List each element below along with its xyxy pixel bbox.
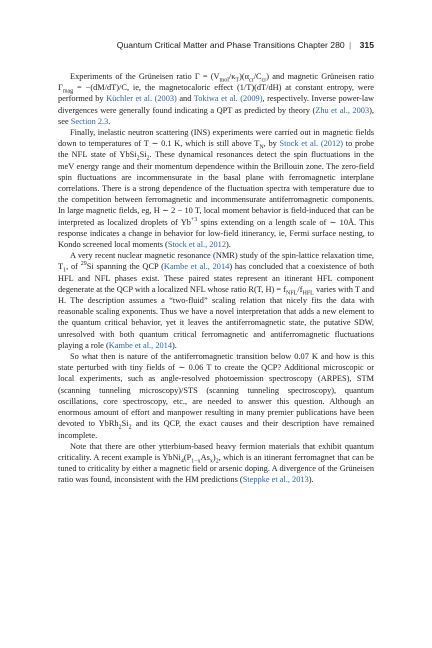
text-run: /κ: [228, 72, 236, 81]
paragraph: [58, 250, 374, 351]
text-run: ).: [226, 240, 231, 250]
script-text: 1−x: [191, 458, 201, 465]
text-run: ), see: [58, 105, 374, 126]
citation-link[interactable]: Tokiwa et al. (2009): [193, 94, 263, 104]
text-run: Experiments of the Grüneisen ratio Γ = (V: [70, 72, 220, 81]
page-number: 315: [359, 40, 374, 50]
script-text: +3: [190, 216, 198, 223]
text-run: .: [108, 116, 111, 126]
paragraph: [58, 127, 374, 250]
text-run: ): [212, 452, 216, 462]
citation-link[interactable]: Küchler et al. (2003): [106, 94, 177, 104]
script-text: mag: [62, 88, 74, 95]
citation-link[interactable]: Stock et al., 2012: [167, 240, 226, 250]
text-run: varies with T and H. The description assumes a “two-fluid” scaling relation that nicely fits the data with reasonable scaling exponents. Thus we have a novel interpretation that adds a new element to the quantum critical behavior, yet it leaves the antiferromagnetic state, the putative SDW, unresolved with both quantum critical ferromagnetic and antiferromagnetic fluctuations playing a role (: [58, 284, 374, 350]
running-title: Quantum Critical Matter and Phase Transitions: [116, 40, 295, 50]
text-run: , respectively. Inverse power-law divergences were generally found indicating a QPT as predicted by theory (: [58, 94, 374, 115]
text-run: ).: [308, 475, 314, 485]
text-run: Note that there are other ytterbium-based heavy fermion materials that exhibit quantum criticality. A recent example is YbNi: [58, 441, 374, 462]
citation-link[interactable]: Zhu et al., 2003: [315, 105, 370, 115]
text-run: Si: [139, 150, 147, 160]
text-run: and: [176, 94, 194, 104]
text-run: . These dynamical resonances detect the spin fluctuations in the meV energy range and their momentum dependence within the Brillouin zone. The zero-field spin fluctuations are incommensurate in the basal plane with ferromagnetic interplane correlations. There is a strong dependence of the fluctuation spectra with temperature due to the competition between ferromagnetic and incommensurate antiferromagnetic components. In large magnetic fields, eg, H ∼ 2 − 10 T, local moment behavior is field-induced that can be interpreted as localized droplets of Yb: [58, 150, 374, 227]
script-text: mol: [219, 77, 229, 84]
text-run: and its QCP, the exact causes and their description have remained incomplete.: [58, 419, 374, 440]
text-run: , by: [263, 139, 280, 149]
text-run: = −(dM/dT)/C, ie, the magnetocaloric effect (1/T)(dT/dH) at constant entropy, were performed by: [58, 83, 374, 104]
text-run: Finally, inelastic neutron scattering (INS) experiments were carried out in magnetic fields down to temperatures of T ∼ 0.1 K, which is still above T: [58, 128, 374, 149]
script-text: 2: [118, 424, 122, 431]
text-run: Si: [121, 419, 129, 429]
script-text: 2: [215, 458, 219, 465]
script-text: N: [259, 144, 264, 151]
chapter-number: 280: [330, 40, 345, 50]
text-run: A very recent nuclear magnetic resonance (NMR) study of the spin-lattice relaxation time, T: [58, 251, 374, 272]
citation-link[interactable]: Section 2.3: [70, 116, 109, 126]
citation-link[interactable]: Stock et al. (2012): [279, 139, 344, 149]
citation-link[interactable]: Steppke et al., 2013: [242, 475, 309, 485]
script-text: 4: [180, 458, 184, 465]
script-text: 2: [128, 424, 132, 431]
text-run: ) and magnetic Grüneisen ratio Γ: [58, 72, 374, 93]
script-text: x: [209, 458, 213, 465]
script-text: cr: [249, 77, 254, 84]
text-run: , which is an itinerant ferromagnet that can be tuned to criticality by either a magnetic field or arsenic doping. A divergence of the Grüneisen ratio was found, inconsistent with the HM predictions (: [58, 452, 374, 485]
paragraph: [58, 351, 374, 441]
text-run: )(α: [239, 72, 250, 81]
chapter-label: Chapter: [297, 40, 328, 50]
script-text: 2: [146, 156, 150, 163]
citation-link[interactable]: Kambe et al., 2014: [108, 340, 173, 350]
script-text: HFL: [302, 290, 314, 297]
text-run: , of: [66, 262, 81, 272]
running-header: [117, 40, 374, 50]
text-run: to probe the NFL state of YbSi: [58, 139, 374, 160]
text-run: /f: [297, 284, 303, 294]
citation-link[interactable]: Kambe et al., 2014: [163, 262, 230, 272]
script-text: T: [235, 77, 240, 84]
text-run: ) has concluded that a coexistence of both HFL and NFL phases exist. These paired states represent an itinerant HFL component degenerate at the QCP with a localized NFL whose ratio R(T, H) = f: [58, 262, 374, 294]
script-text: 1: [63, 268, 67, 275]
text-run: ).: [172, 340, 177, 350]
paragraph: [58, 441, 374, 486]
text-run: So what then is nature of the antiferromagnetic transition below 0.07 K and how is this state perturbed with tiny fields of ∼ 0.06 T to create the QCP? Additional microscopic or local experiments, such as angle-resolved photoemission spectroscopy (ARPES), STM (scanning tunneling microscopy)/STS (scanning tunneling spectroscopy), quantum oscillations, core spectroscopy, etc., are needed to answer this question. Although an enormous amount of effort and manpower resulting in many premier publications have been devoted to YbRh: [58, 352, 374, 429]
header-separator: |: [349, 40, 352, 50]
text-run: spins extending on a length scale of ∼ 10Å. This response indicates a change in behavior for low-field itinerancy, ie, Fermi surface nesting, to Kondo screened local moments (: [58, 217, 374, 250]
body-text: [58, 71, 374, 486]
script-text: 2: [136, 156, 140, 163]
text-run: Si spanning the QCP (: [86, 262, 164, 272]
text-run: (P: [183, 452, 192, 462]
text-run: /C: [253, 72, 262, 81]
paragraph: [58, 71, 374, 127]
text-run: As: [200, 452, 210, 462]
script-text: 29: [80, 261, 87, 268]
script-text: NFL: [286, 290, 298, 297]
script-text: cr: [261, 77, 267, 84]
